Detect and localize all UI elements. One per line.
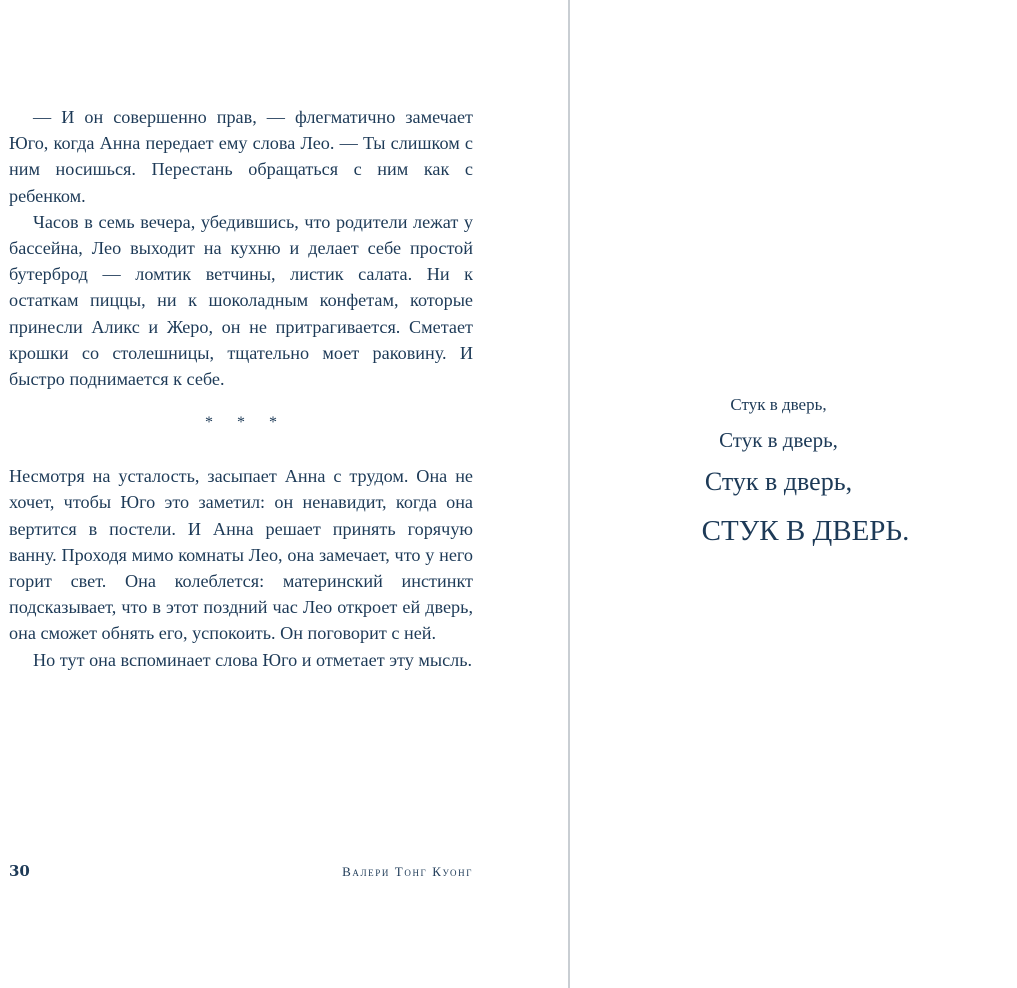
- section-break-asterisks: * * *: [205, 414, 287, 432]
- body-text: [9, 104, 473, 673]
- paragraph-4: Но тут она вспоминает слова Юго и отметает эту мысль.: [33, 649, 473, 670]
- right-page: [570, 0, 1017, 988]
- page-number: 30: [9, 862, 30, 880]
- knock-line-4: СТУК В ДВЕРЬ.: [701, 515, 910, 547]
- knock-lines: [570, 390, 1017, 554]
- paragraph-1: — И он совершенно прав, — флегматично замечает Юго, когда Анна передает ему слова Лео. — Ты слишком с ним носишься. Перестань обращаться с ним как с ребенком.: [9, 107, 473, 206]
- running-head-author: Валери Тонг Куонг: [342, 864, 473, 879]
- knock-line-3: Стук в дверь,: [704, 467, 853, 496]
- knock-line-1: Стук в дверь,: [730, 395, 827, 414]
- knock-line-2: Стук в дверь,: [719, 428, 838, 452]
- paragraph-3: Несмотря на усталость, засыпает Анна с трудом. Она не хочет, чтобы Юго это заметил: он ненавидит, когда она вертится в постели. И Анна решает принять горячую ванну. Проходя мимо комнаты Лео, она замечает, что у него горит свет. Она колеблется: материнский инстинкт подсказывает, что в этот поздний час Лео откроет ей дверь, она сможет обнять его, успокоить. Он поговорит с ней.: [9, 466, 473, 644]
- paragraph-2: Часов в семь вечера, убедившись, что родители лежат у бассейна, Лео выходит на кухню и делает себе простой бутерброд — ломтик ветчины, листик салата. Ни к остаткам пиццы, ни к шоколадным конфетам, которые принесли Аликс и Жеро, он не притрагивается. Сметает крошки со столешницы, тщательно моет раковину. И быстро поднимается к себе.: [9, 211, 473, 390]
